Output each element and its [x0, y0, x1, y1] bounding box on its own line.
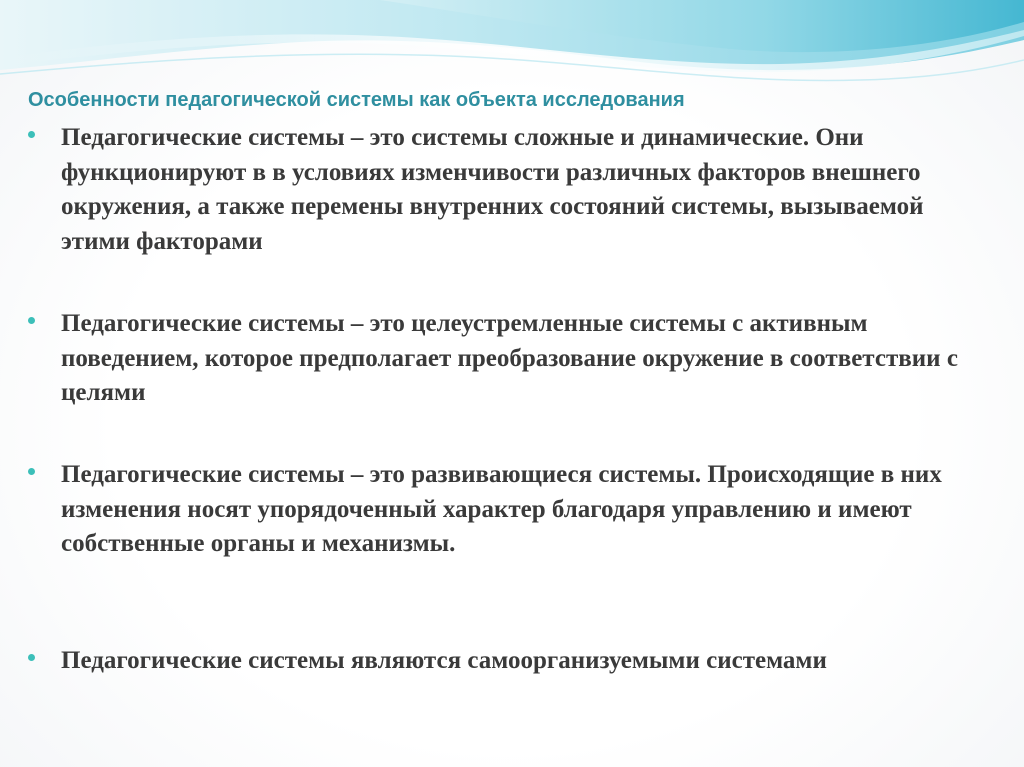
bullet-text: Педагогические системы – это развивающиеся системы. Происходящие в них изменения носят упорядоченный характер благодаря управлению и имеют собственные органы и механизмы.	[61, 461, 942, 557]
bullet-marker-icon	[28, 468, 35, 475]
bullet-text: Педагогические системы – это системы сложные и динамические. Они функционируют в в условиях изменчивости различных факторов внешнего окружения, а также перемены внутренних состояний системы, вызываемой этими факторами	[61, 124, 924, 255]
bullet-text: Педагогические системы – это целеустремленные системы с активным поведением, которое предполагает преобразование окружение в соответствии с целями	[61, 310, 958, 406]
bullet-item	[28, 644, 988, 679]
bullet-marker-icon	[28, 131, 35, 138]
bullet-text: Педагогические системы являются самоорганизуемыми системами	[61, 647, 827, 674]
bullet-item	[28, 307, 988, 411]
slide-title: Особенности педагогической системы как объекта исследования	[28, 89, 685, 111]
bullet-marker-icon	[28, 654, 35, 661]
bullet-item	[28, 121, 988, 259]
wave-header-decoration	[0, 0, 1024, 90]
bullet-marker-icon	[28, 317, 35, 324]
bullet-item	[28, 458, 988, 562]
